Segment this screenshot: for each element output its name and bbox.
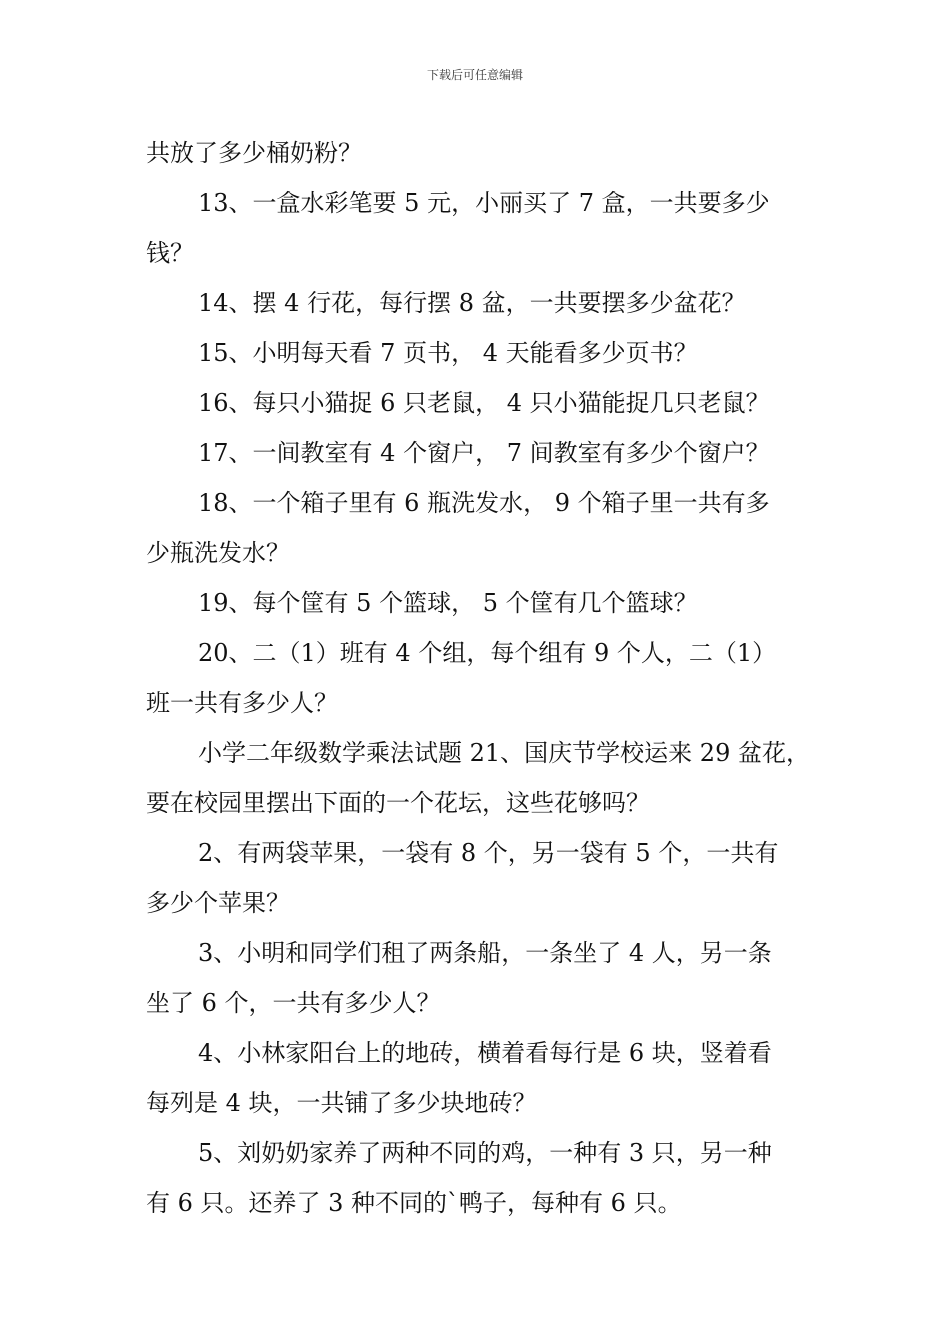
paragraph-line: 少瓶洗发水？: [146, 539, 290, 567]
paragraph-line: 13、一盒水彩笔要 5 元，小丽买了 7 盒，一共要多少: [198, 189, 770, 217]
paragraph-line: 2、有两袋苹果，一袋有 8 个，另一袋有 5 个，一共有: [198, 839, 779, 867]
paragraph-line: 多少个苹果？: [146, 889, 290, 917]
paragraph-line: 共放了多少桶奶粉？: [146, 139, 362, 167]
paragraph-line: 20、二（1）班有 4 个组，每个组有 9 个人，二（1）: [198, 639, 777, 667]
paragraph-line: 3、小明和同学们租了两条船，一条坐了 4 人，另一条: [198, 939, 772, 967]
paragraph-line: 有 6 只。还养了 3 种不同的`鸭子，每种有 6 只。: [146, 1189, 682, 1217]
paragraph-line: 钱？: [146, 239, 194, 267]
paragraph-line: 16、每只小猫捉 6 只老鼠， 4 只小猫能捉几只老鼠？: [198, 389, 770, 417]
paragraph-line: 4、小林家阳台上的地砖，横着看每行是 6 块，竖着看: [198, 1039, 772, 1067]
paragraph-line: 坐了 6 个，一共有多少人？: [146, 989, 441, 1017]
paragraph-line: 每列是 4 块，一共铺了多少块地砖？: [146, 1089, 537, 1117]
paragraph-line: 15、小明每天看 7 页书， 4 天能看多少页书？: [198, 339, 698, 367]
paragraph-line: 要在校园里摆出下面的一个花坛，这些花够吗？: [146, 789, 650, 817]
page-header: 下载后可任意编辑: [426, 68, 523, 82]
paragraph-line: 14、摆 4 行花，每行摆 8 盆，一共要摆多少盆花？: [198, 289, 746, 317]
paragraph-line: 17、一间教室有 4 个窗户， 7 间教室有多少个窗户？: [198, 439, 770, 467]
paragraph-line: 小学二年级数学乘法试题 21、国庆节学校运来 29 盆花，: [198, 739, 810, 767]
paragraph-line: 5、刘奶奶家养了两种不同的鸡，一种有 3 只，另一种: [198, 1139, 772, 1167]
paragraph-line: 18、一个箱子里有 6 瓶洗发水， 9 个箱子里一共有多: [198, 489, 770, 517]
paragraph-line: 19、每个筐有 5 个篮球， 5 个筐有几个篮球？: [198, 589, 698, 617]
paragraph-line: 班一共有多少人？: [146, 689, 338, 717]
document-body: [146, 128, 816, 1228]
